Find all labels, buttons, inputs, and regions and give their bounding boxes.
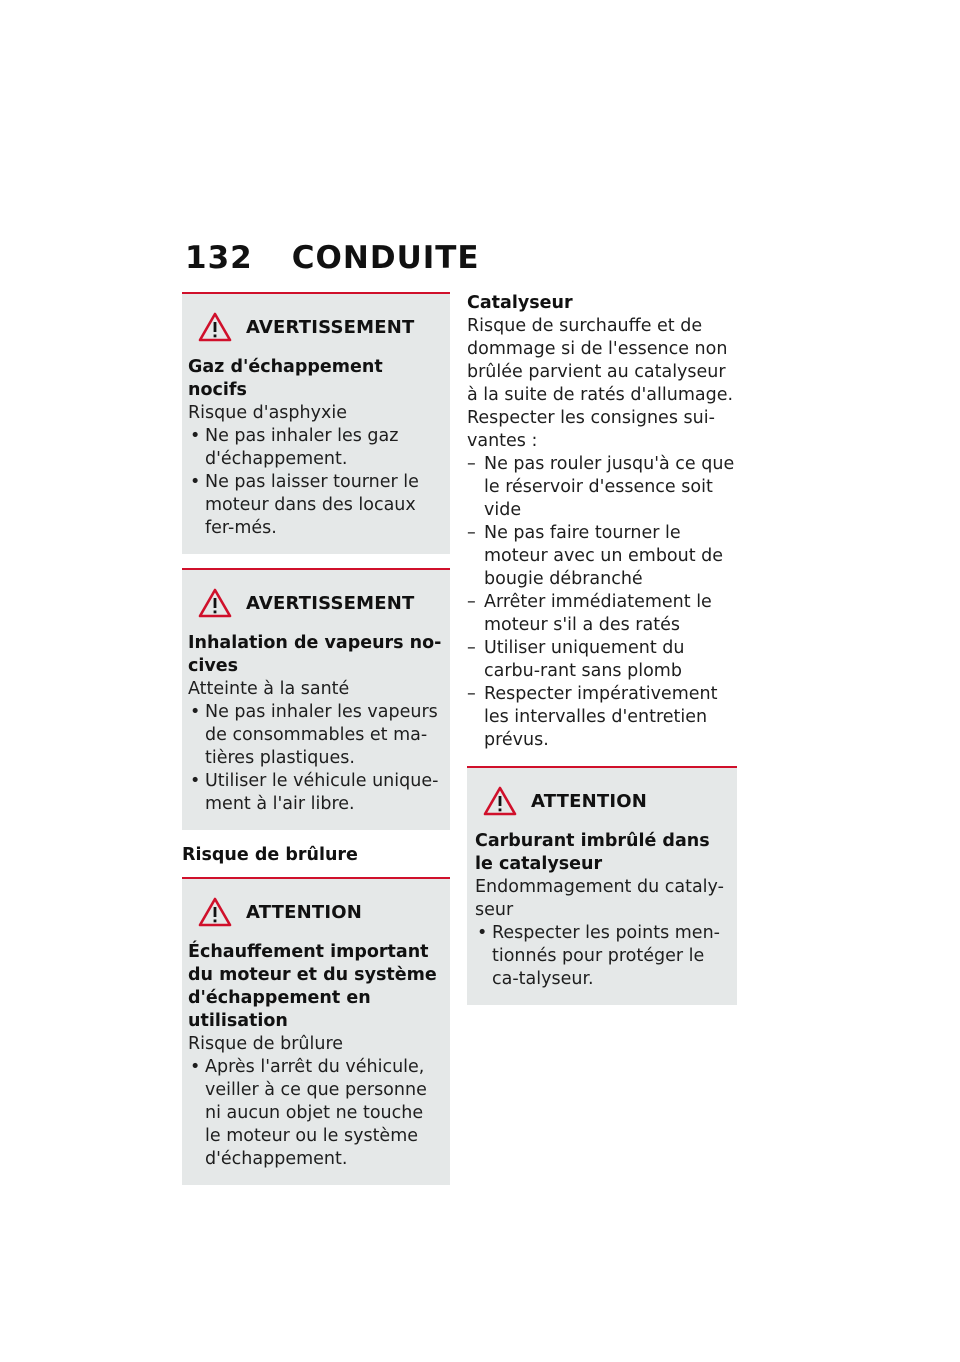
- warning-triangle-icon: [198, 897, 232, 927]
- attention-risk: Endommagement du cataly-seur: [475, 877, 724, 920]
- list-item: – Utiliser uniquement du carbu-rant sans plomb: [467, 637, 737, 683]
- warning-list: [188, 425, 444, 540]
- warning-title-row: [198, 312, 444, 342]
- attention-title-row: [198, 897, 444, 927]
- page-number: 132: [185, 240, 253, 276]
- right-column: [467, 290, 737, 1019]
- attention-heading: Carburant imbrûlé dans le catalyseur: [475, 831, 710, 874]
- list-item: • Respecter les points men-tionnés pour protéger le ca-talyseur.: [475, 922, 731, 991]
- attention-label: ATTENTION: [531, 790, 648, 812]
- warning-box-vapours: [182, 568, 450, 830]
- attention-label: ATTENTION: [246, 901, 363, 923]
- attention-box-heat: [182, 877, 450, 1185]
- warning-label: AVERTISSEMENT: [246, 592, 415, 614]
- warning-label: AVERTISSEMENT: [246, 316, 415, 338]
- section-heading-catalyst: Catalyseur: [467, 293, 573, 313]
- list-item: • Après l'arrêt du véhicule, veiller à ce que personne ni aucun objet ne touche le moteur ou le système d'échappement.: [188, 1056, 444, 1171]
- warning-triangle-icon: [198, 312, 232, 342]
- left-column: [182, 292, 450, 1199]
- list-item: • Ne pas laisser tourner le moteur dans des locaux fer-més.: [188, 471, 444, 540]
- warning-box-exhaust: [182, 292, 450, 554]
- attention-risk: Risque de brûlure: [188, 1034, 344, 1054]
- warning-risk: Risque d'asphyxie: [188, 403, 347, 423]
- list-item: – Ne pas rouler jusqu'à ce que le réservoir d'essence soit vide: [467, 453, 737, 522]
- attention-content: [473, 830, 731, 991]
- warning-heading: Inhalation de vapeurs no-cives: [188, 633, 442, 676]
- catalyst-instructions-list: [467, 453, 737, 752]
- warning-triangle-icon: [198, 588, 232, 618]
- warning-risk: Atteinte à la santé: [188, 679, 350, 699]
- warning-list: [188, 701, 444, 816]
- attention-title-row: [483, 786, 731, 816]
- attention-box-catalyst: [467, 766, 737, 1005]
- attention-heading: Échauffement important du moteur et du système d'échappement en utilisation: [188, 942, 437, 1031]
- list-item: • Ne pas inhaler les vapeurs de consommables et ma-tières plastiques.: [188, 701, 444, 770]
- warning-heading: Gaz d'échappement nocifs: [188, 357, 383, 400]
- warning-triangle-icon: [483, 786, 517, 816]
- chapter-title: CONDUITE: [291, 240, 480, 276]
- section-heading-burn: Risque de brûlure: [182, 845, 358, 865]
- list-item: • Ne pas inhaler les gaz d'échappement.: [188, 425, 444, 471]
- list-item: – Ne pas faire tourner le moteur avec un embout de bougie débranché: [467, 522, 737, 591]
- list-item: • Utiliser le véhicule unique-ment à l'air libre.: [188, 770, 444, 816]
- warning-title-row: [198, 588, 444, 618]
- attention-list: [475, 922, 731, 991]
- attention-list: [188, 1056, 444, 1171]
- page-header: [185, 240, 480, 276]
- list-item: – Arrêter immédiatement le moteur s'il a des ratés: [467, 591, 737, 637]
- list-item: – Respecter impérativement les intervalles d'entretien prévus.: [467, 683, 737, 752]
- catalyst-intro: Risque de surchauffe et de dommage si de l'essence non brûlée parvient au catalyseur à la suite de ratés d'allumage. Respecter les consignes sui-vantes :: [467, 316, 734, 451]
